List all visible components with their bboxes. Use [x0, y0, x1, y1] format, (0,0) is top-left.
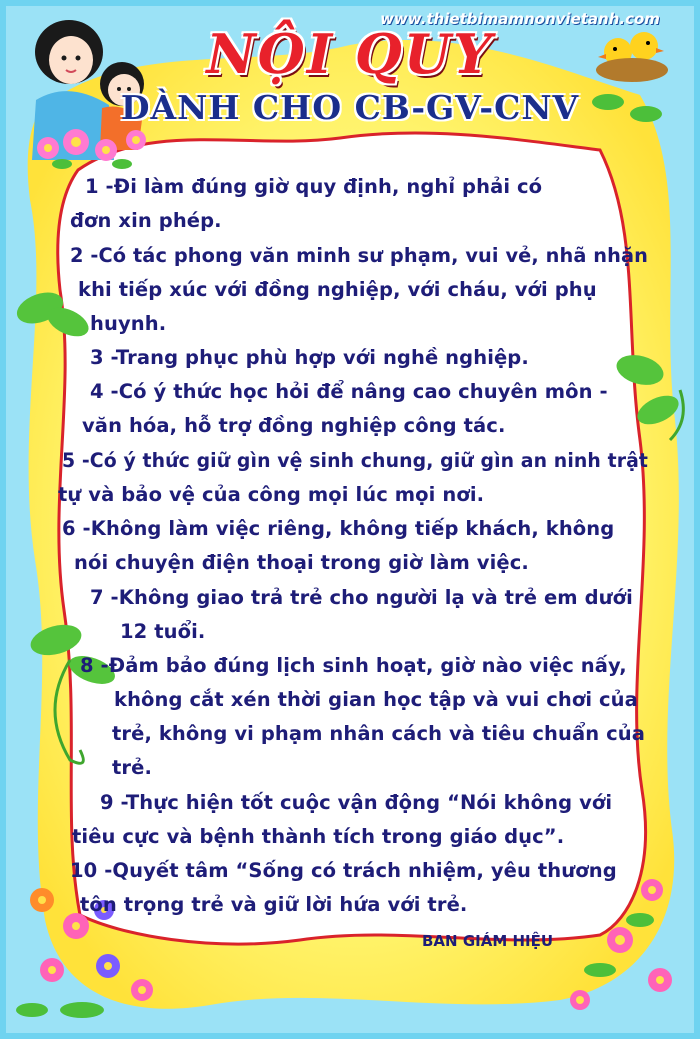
rule-10-line-2: tôn trọng trẻ và giữ lời hứa với trẻ.: [80, 893, 468, 916]
rule-2-line-3: huynh.: [90, 312, 167, 335]
rule-3-line-1: 3 -Trang phục phù hợp với nghề nghiệp.: [90, 346, 529, 369]
leaf-icon: [600, 340, 700, 460]
rule-1-line-1: 1 -Đi làm đúng giờ quy định, nghỉ phải có: [85, 175, 543, 198]
rule-7-line-2: 12 tuổi.: [120, 620, 206, 643]
rule-5-line-2: tự và bảo vệ của công mọi lúc mọi nơi.: [58, 483, 485, 506]
rule-8-line-2: không cắt xén thời gian học tập và vui chơi của: [114, 688, 638, 711]
rule-8-line-4: trẻ.: [112, 756, 152, 779]
rule-5-line-1: 5 -Có ý thức giữ gìn vệ sinh chung, giữ gìn an ninh trật: [62, 449, 649, 472]
rule-1-line-2: đơn xin phép.: [70, 209, 222, 232]
rule-6-line-1: 6 -Không làm việc riêng, không tiếp khách, không: [62, 517, 615, 540]
website-url: www.thietbimamnonvietanh.com: [380, 10, 660, 28]
rule-7-line-1: 7 -Không giao trả trẻ cho người lạ và trẻ em dưới: [90, 586, 633, 609]
rule-4-line-1: 4 -Có ý thức học hỏi để nâng cao chuyên môn -: [90, 380, 608, 403]
signature: BAN GIÁM HIỆU: [422, 932, 554, 950]
rule-6-line-2: nói chuyện điện thoại trong giờ làm việc.: [74, 551, 529, 574]
rule-4-line-2: văn hóa, hỗ trợ đồng nghiệp công tác.: [82, 414, 506, 437]
rule-2-line-2: khi tiếp xúc với đồng nghiệp, với cháu, với phụ: [78, 278, 597, 301]
rule-10-line-1: 10 -Quyết tâm “Sống có trách nhiệm, yêu thương: [70, 859, 617, 882]
rule-8-line-1: 8 -Đảm bảo đúng lịch sinh hoạt, giờ nào việc nấy,: [80, 654, 627, 677]
rule-2-line-1: 2 -Có tác phong văn minh sư phạm, vui vẻ, nhã nhặn: [70, 244, 649, 267]
rule-8-line-3: trẻ, không vi phạm nhân cách và tiêu chuẩn của: [112, 722, 645, 745]
page-subtitle: DÀNH CHO CB-GV-CNV: [120, 88, 580, 127]
flower-icon: [28, 118, 168, 178]
page-title: NỘI QUY: [206, 22, 494, 86]
rule-9-line-1: 9 -Thực hiện tốt cuộc vận động “Nói không với: [100, 791, 613, 814]
rule-9-line-2: tiêu cực và bệnh thành tích trong giáo dục”.: [72, 825, 565, 848]
flower-icon: [540, 860, 690, 1030]
